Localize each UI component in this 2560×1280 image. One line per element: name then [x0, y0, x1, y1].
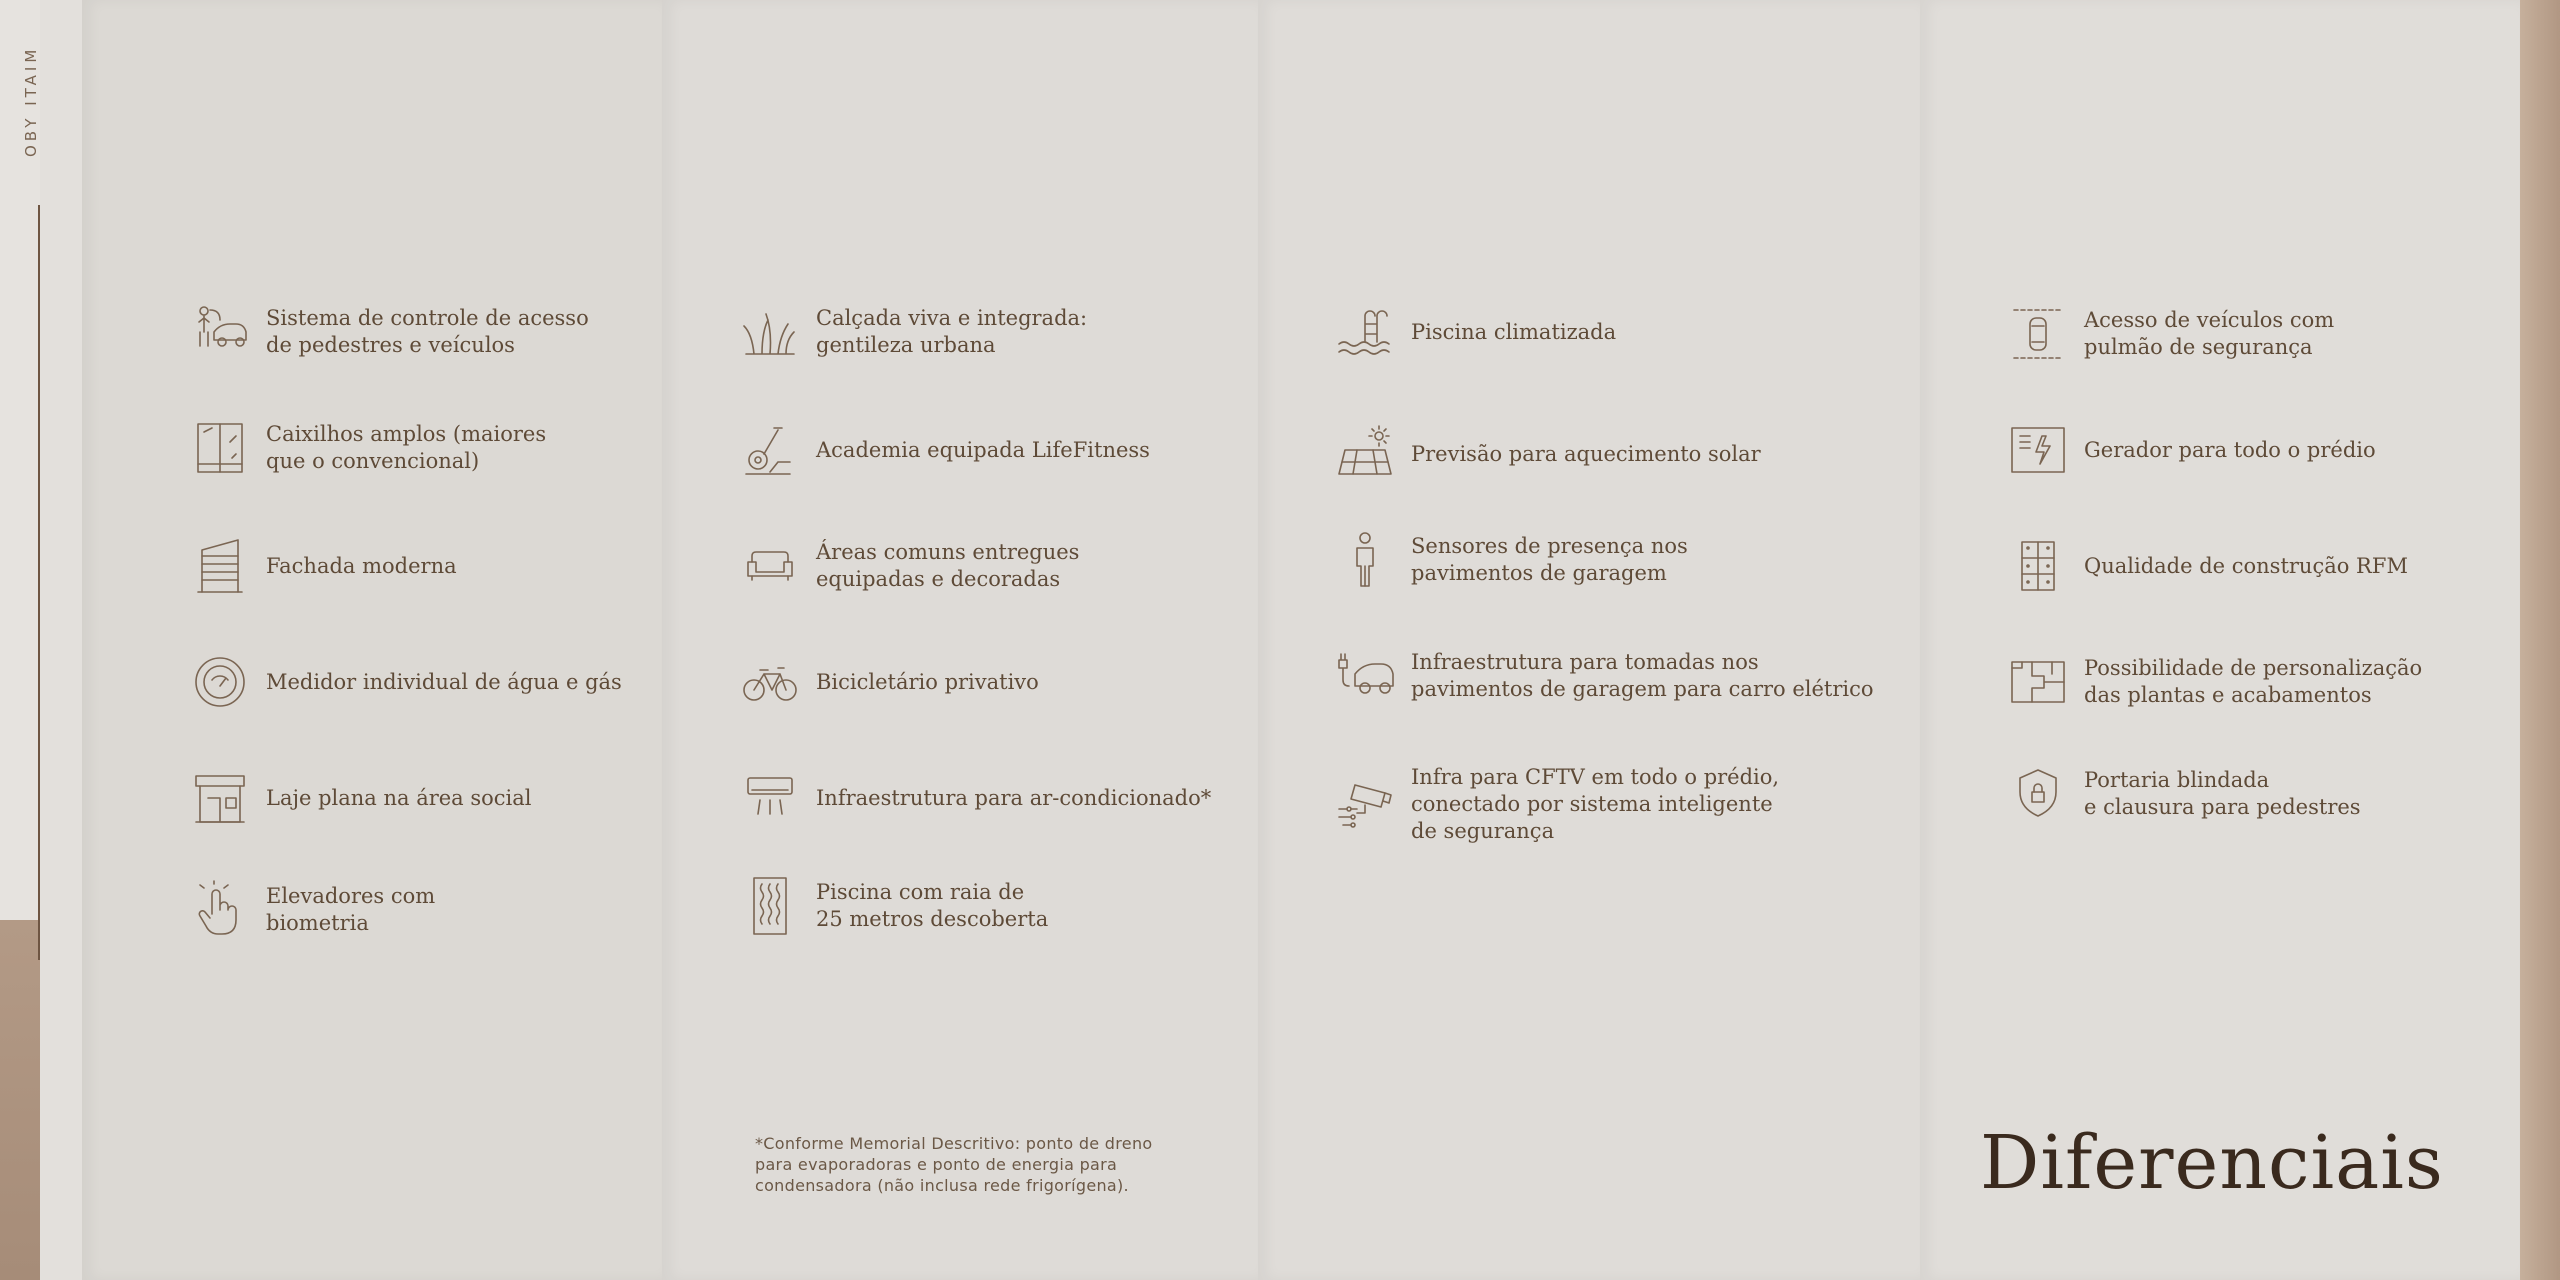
- feature-label: Infra para CFTV em todo o prédio, conectado por sistema inteligente de segurança: [1411, 765, 1780, 843]
- feature-item: [1335, 302, 1616, 362]
- meter-gauge-icon: [190, 652, 250, 712]
- right-edge-strip: [2520, 0, 2560, 1280]
- feature-item: [190, 302, 589, 362]
- cctv-camera-icon: [1335, 775, 1395, 835]
- construction-quality-icon: [2008, 536, 2068, 596]
- solar-panel-icon: [1335, 424, 1395, 484]
- floor-plan-icon: [2008, 652, 2068, 712]
- feature-label: Bicicletário privativo: [816, 669, 1039, 694]
- feature-item: [1335, 646, 1874, 706]
- feature-item: [2008, 764, 2361, 824]
- feature-label: Medidor individual de água e gás: [266, 669, 622, 694]
- electric-car-plug-icon: [1335, 646, 1395, 706]
- feature-item: [740, 302, 1087, 362]
- feature-item: [190, 418, 546, 478]
- feature-label: Acesso de veículos com pulmão de segurança: [2084, 308, 2335, 359]
- feature-label: Sistema de controle de acesso de pedestres e veículos: [266, 306, 589, 357]
- feature-item: [190, 880, 435, 940]
- feature-item: [2008, 304, 2334, 364]
- bicycle-icon: [740, 652, 800, 712]
- feature-label: Elevadores com biometria: [266, 884, 436, 935]
- generator-icon: [2008, 420, 2068, 480]
- feature-label: Academia equipada LifeFitness: [816, 437, 1150, 462]
- feature-label: Laje plana na área social: [266, 785, 532, 810]
- feature-item: [190, 768, 532, 828]
- feature-item: [2008, 420, 2376, 480]
- panel-column-2: [662, 0, 1258, 1280]
- feature-label: Calçada viva e integrada: gentileza urbana: [816, 306, 1088, 357]
- biometric-touch-icon: [190, 880, 250, 940]
- feature-label: Previsão para aquecimento solar: [1411, 441, 1761, 466]
- feature-item: [2008, 652, 2422, 712]
- page-title: Diferenciais: [1980, 1120, 2444, 1206]
- feature-label: Sensores de presença nos pavimentos de garagem: [1411, 534, 1688, 585]
- person-sensor-icon: [1335, 530, 1395, 590]
- feature-item: [740, 768, 1211, 828]
- vehicle-access-icon: [2008, 304, 2068, 364]
- feature-label: Portaria blindada e clausura para pedestres: [2084, 768, 2361, 819]
- feature-label: Piscina climatizada: [1411, 319, 1617, 344]
- brand-logo-text: OBY ITAIM: [22, 46, 40, 158]
- feature-item: [740, 536, 1079, 596]
- feature-label: Gerador para todo o prédio: [2084, 437, 2376, 462]
- feature-item: [740, 420, 1150, 480]
- brand-vertical-rule: [38, 205, 40, 960]
- panel-column-3: [1258, 0, 1920, 1280]
- feature-label: Infraestrutura para ar-condicionado*: [816, 785, 1212, 810]
- lap-pool-icon: [740, 876, 800, 936]
- feature-label: Fachada moderna: [266, 553, 457, 578]
- window-frame-icon: [190, 418, 250, 478]
- grass-icon: [740, 302, 800, 362]
- flat-slab-icon: [190, 768, 250, 828]
- feature-item: [2008, 536, 2408, 596]
- feature-label: Qualidade de construção RFM: [2084, 553, 2408, 578]
- feature-label: Possibilidade de personalização das plantas e acabamentos: [2084, 656, 2423, 707]
- sofa-icon: [740, 536, 800, 596]
- feature-item: [1335, 764, 1779, 845]
- feature-item: [190, 536, 457, 596]
- feature-item: [1335, 530, 1688, 590]
- feature-label: Áreas comuns entregues equipadas e decoradas: [816, 540, 1080, 591]
- exercise-bike-icon: [740, 420, 800, 480]
- feature-item: [740, 876, 1048, 936]
- building-facade-icon: [190, 536, 250, 596]
- footnote-text: *Conforme Memorial Descritivo: ponto de dreno para evaporadoras e ponto de energia para condensadora (não inclusa rede frigorígena).: [755, 1134, 1153, 1195]
- air-conditioner-icon: [740, 768, 800, 828]
- feature-label: Caixilhos amplos (maiores que o convencional): [266, 422, 547, 473]
- pedestrian-car-access-icon: [190, 302, 250, 362]
- left-accent-block: [0, 920, 40, 1280]
- panel-column-4: [1920, 0, 2520, 1280]
- feature-item: [740, 652, 1039, 712]
- feature-label: Piscina com raia de 25 metros descoberta: [816, 880, 1049, 931]
- feature-item: [190, 652, 622, 712]
- panel-column-1: [82, 0, 662, 1280]
- feature-item: [1335, 424, 1761, 484]
- feature-label: Infraestrutura para tomadas nos pavimentos de garagem para carro elétrico: [1411, 650, 1874, 701]
- pool-ladder-icon: [1335, 302, 1395, 362]
- security-shield-icon: [2008, 764, 2068, 824]
